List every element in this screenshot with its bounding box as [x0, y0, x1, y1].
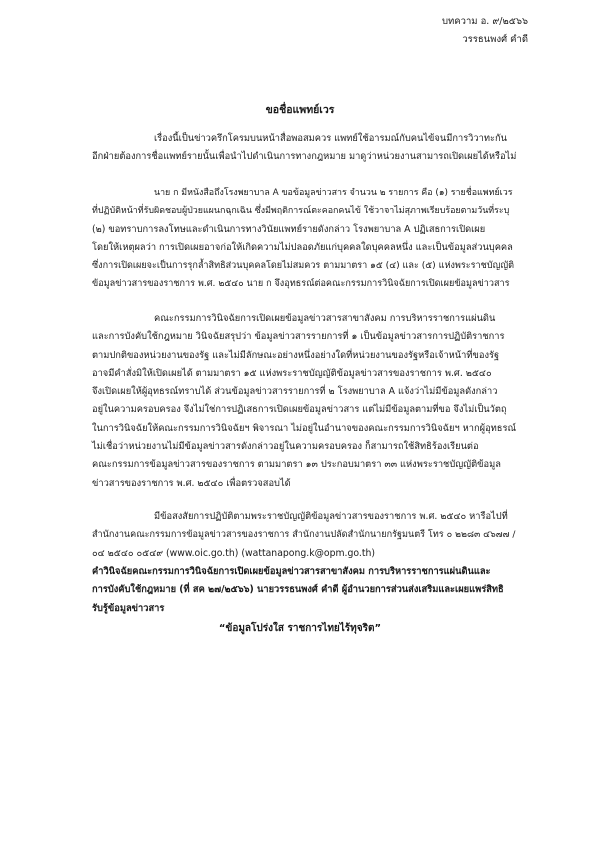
slogan: “ข้อมูลโปร่งใส ราชการไทยไร้ทุจริต”: [218, 623, 382, 634]
paragraph-request: [92, 184, 517, 294]
paragraph-line: (๒) ขอทราบการลงโทษและดำเนินการทางวินัยแพทย์รายดังกล่าว โรงพยาบาล A ปฏิเสธการเปิดเผย: [92, 223, 486, 235]
paragraph-line: ไม่เชื่อว่าหน่วยงานไม่มีข้อมูลข่าวสารดังกล่าวอยู่ในความครอบครอง ก็สามารถใช้สิทธิร้องเรียนต่อ: [92, 441, 479, 453]
paragraph-ruling: [92, 310, 517, 493]
paragraph-line: จึงเปิดเผยให้ผู้อุทธรณ์ทราบได้ ส่วนข้อมูลข่าวสารรายการที่ ๒ โรงพยาบาล A แจ้งว่าไม่มีข้อมูลดังกล่าว: [92, 386, 498, 398]
paragraph-line: ข่าวสารของราชการ พ.ศ. ๒๕๔๐ เพื่อตรวจสอบได้: [92, 477, 291, 489]
paragraph-line: การบังคับใช้กฎหมาย (ที่ สค ๒๗/๒๕๖๖) นายวรรธนพงศ์ คำดี ผู้อำนวยการส่วนส่งเสริมและเผยแพร่สิทธิ: [92, 584, 504, 596]
paragraph-line: ข้อมูลข่าวสารของราชการ พ.ศ. ๒๕๔๐ นาย ก จึงอุทธรณ์ต่อคณะกรรมการวินิจฉัยการเปิดเผยข้อมูลข่าวสาร: [92, 279, 510, 290]
paragraph-line: คณะกรรมการข้อมูลข่าวสารของราชการ ตามมาตรา ๑๓ ประกอบมาตรา ๓๓ แห่งพระราชบัญญัติข้อมูล: [92, 459, 501, 471]
paragraph-line: ในการวินิจฉัยให้คณะกรรมการวินิจฉัยฯ พิจารณา ไม่อยู่ในอำนาจของคณะกรรมการวินิจฉัยฯ หากผู้อุทธรณ์: [92, 422, 517, 434]
paragraph-line: สำนักงานคณะกรรมการข้อมูลข่าวสารของราชการ สำนักงานปลัดสำนักนายกรัฐมนตรี โทร ๐ ๒๒๘๓ ๔๖๗๗ /: [92, 530, 516, 541]
paragraph-contact: [92, 508, 517, 563]
paragraph-line: ตามปกติของหน่วยงานของรัฐ และไม่มีลักษณะอย่างหนึ่งอย่างใดที่หน่วยงานของรัฐหรือเจ้าหน้าที่ของรัฐ: [92, 349, 500, 361]
paragraph-line: คำวินิจฉัยคณะกรรมการวินิจฉัยการเปิดเผยข้อมูลข่าวสารสาขาสังคม การบริหารราชการแผ่นดินและ: [92, 566, 491, 577]
paragraph-line: เรื่องนี้เป็นข่าวครึกโครมบนหน้าสื่อพอสมควร แพทย์ใช้อารมณ์กับคนไข้จนมีการวิวาทะกัน: [154, 133, 507, 144]
document-number: บทความ อ. ๙/๒๕๖๖: [441, 16, 528, 27]
paragraph-line: มีข้อสงสัยการปฏิบัติตามพระราชบัญญัติข้อมูลข่าวสารของราชการ พ.ศ. ๒๕๔๐ หารือไปที่: [154, 511, 508, 522]
paragraph-line: ๐๔ ๒๕๔๐ ๐๕๔๙ (www.oic.go.th) (wattanapong.k@opm.go.th): [92, 547, 376, 559]
paragraph-citation: [92, 563, 517, 618]
paragraph-line: และการบังคับใช้กฎหมาย วินิจฉัยสรุปว่า ข้อมูลข่าวสารรายการที่ ๑ เป็นข้อมูลข่าวสารการปฏิบัติราชการ: [92, 331, 505, 343]
paragraph-line: รับรู้ข้อมูลข่าวสาร: [92, 602, 165, 614]
paragraph-line: ที่ปฏิบัติหน้าที่รับผิดชอบผู้ป่วยแผนกฉุกเฉิน ซึ่งมีพฤติการณ์ตะคอกคนไข้ ใช้วาจาไม่สุภาพเรียบร้อยตามวันที่ระบุ: [92, 206, 510, 217]
paragraph-line: อยู่ในความครอบครอง จึงไม่ใช่การปฏิเสธการเปิดเผยข้อมูลข่าวสาร แต่ไม่มีข้อมูลตามที่ขอ จึงไม่เป็นวัตถุ: [92, 404, 507, 416]
paragraph-line: โดยให้เหตุผลว่า การเปิดเผยอาจก่อให้เกิดความไม่ปลอดภัยแก่บุคคลใดบุคคลหนึ่ง และเป็นข้อมูลส่วนบุคคล: [92, 241, 513, 253]
paragraph-line: คณะกรรมการวินิจฉัยการเปิดเผยข้อมูลข่าวสารสาขาสังคม การบริหารราชการแผ่นดิน: [154, 313, 496, 324]
document-reference: [442, 13, 528, 49]
paragraph-line: อาจมีคำสั่งมิให้เปิดเผยได้ ตามมาตรา ๑๕ แห่งพระราชบัญญัติข้อมูลข่าวสารของราชการ พ.ศ. ๒๕๔๐: [92, 367, 492, 379]
paragraph-line: นาย ก มีหนังสือถึงโรงพยาบาล A ขอข้อมูลข่าวสาร จำนวน ๒ รายการ คือ (๑) รายชื่อแพทย์เวร: [154, 188, 513, 198]
paragraph-line: อีกฝ่ายต้องการชื่อแพทย์รายนั้นเพื่อนำไปดำเนินการทางกฎหมาย มาดูว่าหน่วยงานสามารถเปิดเผยได้หรือไม่: [92, 151, 517, 163]
document-title: ขอชื่อแพทย์เวร: [265, 104, 335, 116]
author-name: วรรธนพงศ์ คำดี: [462, 34, 528, 45]
paragraph-line: ซึ่งการเปิดเผยจะเป็นการรุกล้ำสิทธิส่วนบุคคลโดยไม่สมควร ตามมาตรา ๑๕ (๔) และ (๕) แห่งพระราชบัญญัติ: [92, 261, 514, 272]
paragraph-intro: [92, 130, 517, 167]
